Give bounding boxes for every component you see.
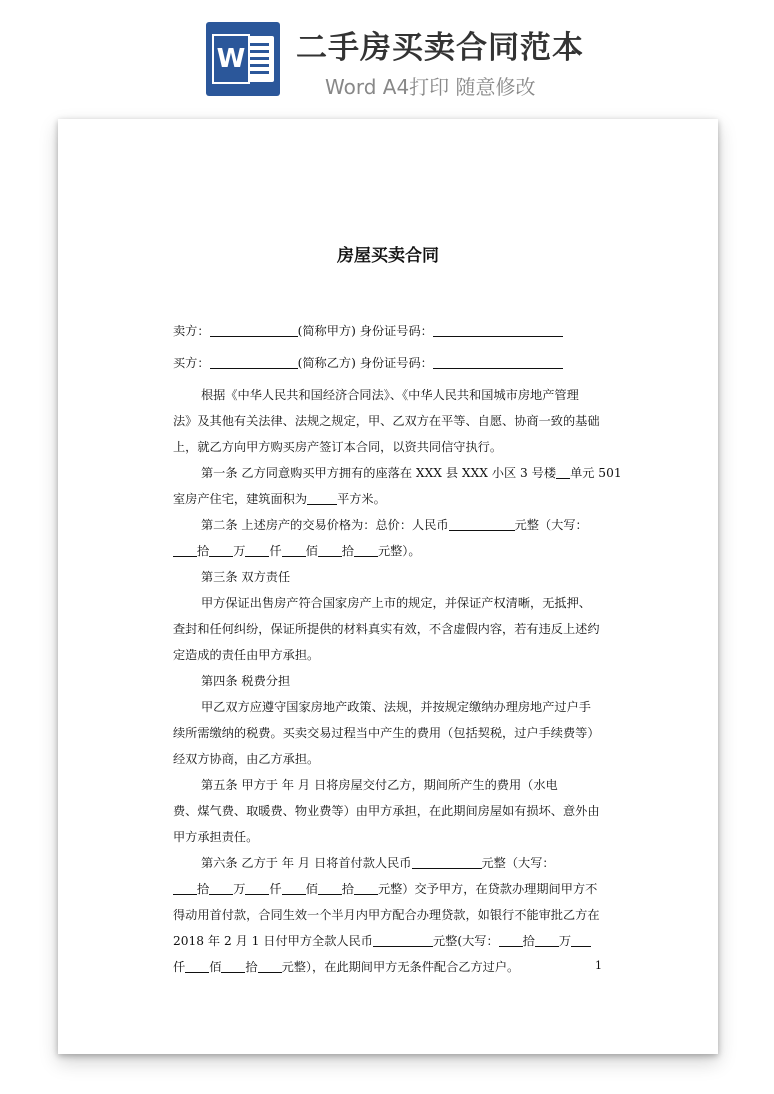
- document-body: [173, 318, 622, 980]
- header: [0, 0, 774, 110]
- preamble-line: 根据《中华人民共和国经济合同法》、《中华人民共和国城市房地产管理: [201, 388, 579, 402]
- buyer-id-label: 身份证号码：: [359, 356, 433, 370]
- preamble-line: 上，就乙方向甲方购买房产签订本合同，以资共同信守执行。: [173, 440, 503, 454]
- seller-alias: (简称甲方): [297, 324, 356, 338]
- buyer-alias: (简称乙方): [297, 356, 356, 370]
- article-4-line: 甲乙双方应遵守国家房地产政策、法规，并按规定缴纳办理房地产过户手: [201, 700, 591, 714]
- seller-name-blank: [210, 322, 298, 337]
- article-3-line: 甲方保证出售房产符合国家房产上市的规定，并保证产权清晰，无抵押、: [201, 596, 591, 610]
- article-5-line: 甲方承担责任。: [173, 830, 259, 844]
- document-title: 房屋买卖合同: [337, 246, 439, 266]
- preamble-line: 法》及其他有关法律、法规之规定，甲、乙双方在平等、自愿、协商一致的基础: [173, 414, 600, 428]
- article-3-line: 查封和任何纠纷，保证所提供的材料真实有效，不含虚假内容，若有违反上述约: [173, 622, 600, 636]
- article-6-line: 第六条 乙方于 年 月 日将首付款人民币 元整（大写：: [201, 856, 555, 870]
- article-2-line: 第二条 上述房产的交易价格为：总价：人民币 元整（大写：: [201, 518, 588, 532]
- word-letter: W: [212, 34, 250, 84]
- article-1-line: 室房产住宅，建筑面积为 平方米。: [173, 492, 386, 506]
- article-1-line: 第一条 乙方同意购买甲方拥有的座落在 XXX 县 XXX 小区 3 号楼 单元 501: [201, 466, 622, 480]
- page-subtitle: Word A4打印 随意修改: [325, 75, 536, 99]
- document-page: [58, 119, 718, 1054]
- seller-line: [173, 318, 603, 350]
- article-6-line: 仟 佰 拾 元整），在此期间甲方无条件配合乙方过户。: [173, 960, 520, 974]
- buyer-label: 买方：: [173, 356, 210, 370]
- buyer-id-blank: [433, 354, 563, 369]
- article-3-line: 定造成的责任由甲方承担。: [173, 648, 320, 662]
- article-4-line: 经双方协商，由乙方承担。: [173, 752, 320, 766]
- article-2-line: 拾 万 仟 佰 拾 元整）。: [173, 538, 603, 564]
- seller-id-label: 身份证号码：: [359, 324, 433, 338]
- page-number: 1: [595, 959, 602, 972]
- buyer-name-blank: [210, 354, 298, 369]
- page-title: 二手房买卖合同范本: [296, 30, 584, 66]
- article-6-line: 拾 万 仟 佰 拾 元整）交予甲方，在贷款办理期间甲方不: [173, 876, 603, 902]
- article-6-line: 得动用首付款，合同生效一个半月内甲方配合办理贷款，如银行不能审批乙方在: [173, 908, 600, 922]
- article-5-line: 第五条 甲方于 年 月 日将房屋交付乙方，期间所产生的费用（水电: [201, 778, 558, 792]
- word-icon: [206, 22, 280, 96]
- seller-label: 卖方：: [173, 324, 210, 338]
- article-4-heading: 第四条 税费分担: [201, 674, 291, 688]
- seller-id-blank: [433, 322, 563, 337]
- buyer-line: [173, 350, 603, 382]
- article-6-line: 2018 年 2 月 1 日付甲方全款人民币 元整(大写： 拾 万: [173, 928, 603, 954]
- article-4-line: 续所需缴纳的税费。买卖交易过程当中产生的费用（包括契税，过户手续费等）: [173, 726, 600, 740]
- article-3-heading: 第三条 双方责任: [201, 570, 291, 584]
- article-5-line: 费、煤气费、取暖费、物业费等）由甲方承担，在此期间房屋如有损坏、意外由: [173, 804, 600, 818]
